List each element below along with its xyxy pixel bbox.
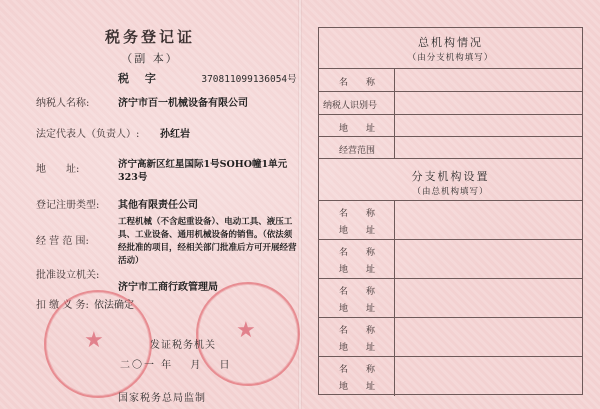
- branch-address-label: 地 址: [339, 382, 376, 392]
- reg-type: 其他有限责任公司: [118, 200, 198, 211]
- branch-name-label: 名 称: [339, 326, 376, 336]
- legal-rep-label: 法定代表人（负责人）:: [36, 129, 140, 140]
- address: 济宁高新区红星国际1号SOHO幢1单元323号: [118, 159, 288, 183]
- head-office-note: （由分支机构填写）: [407, 53, 494, 63]
- tax-number-value: 370811099136054号: [201, 74, 297, 85]
- issue-date: 二〇一 年 月 日: [120, 360, 232, 371]
- scope-label: 经 营 范 围:: [36, 236, 89, 247]
- taxpayer-name: 济宁市百一机械设备有限公司: [118, 98, 248, 109]
- head-scope-label: 经营范围: [339, 146, 376, 156]
- tax-number-label: 税 字: [118, 72, 162, 85]
- organization-table: [318, 27, 583, 395]
- obligation-label: 扣 缴 义 务:: [36, 300, 89, 311]
- legal-rep: 孙红岩: [160, 129, 190, 140]
- head-office-title: 总机构情况: [418, 36, 483, 49]
- certificate-subtitle: （副 本）: [121, 52, 179, 65]
- issuer-label: 发证税务机关: [150, 340, 216, 351]
- branch-name-label: 名 称: [339, 248, 376, 258]
- approval-label: 批准设立机关:: [36, 270, 100, 281]
- branch-address-label: 地 址: [339, 265, 376, 275]
- branch-note: （由总机构填写）: [412, 187, 489, 197]
- tax-number-row: [118, 70, 297, 86]
- certificate-title: 税务登记证: [104, 28, 195, 46]
- address-label: 地 址:: [36, 164, 80, 175]
- reg-type-label: 登记注册类型:: [36, 200, 100, 211]
- head-name-label: 名 称: [339, 78, 376, 88]
- seal-star-icon: ★: [236, 318, 256, 343]
- branch-name-label: 名 称: [339, 365, 376, 375]
- seal-star-icon: ★: [84, 328, 104, 353]
- branch-title: 分支机构设置: [411, 170, 490, 183]
- branch-name-label: 名 称: [339, 287, 376, 297]
- supervisor-footer: 国家税务总局监制: [118, 393, 206, 404]
- taxpayer-name-label: 纳税人名称:: [36, 98, 90, 109]
- approval-authority: 济宁市工商行政管理局: [118, 282, 218, 293]
- branch-address-label: 地 址: [339, 304, 376, 314]
- obligation: 依法确定: [94, 300, 134, 311]
- head-taxid-label: 纳税人识别号: [323, 101, 378, 111]
- branch-name-label: 名 称: [339, 209, 376, 219]
- branch-address-label: 地 址: [339, 343, 376, 353]
- branch-address-label: 地 址: [339, 226, 376, 236]
- business-scope: 工程机械（不含起重设备）、电动工具、液压工具、工业设备、通用机械设备的销售。（依法须经批准的项目，经相关部门批准后方可开展经营活动）: [118, 217, 297, 266]
- head-address-label: 地 址: [339, 124, 376, 134]
